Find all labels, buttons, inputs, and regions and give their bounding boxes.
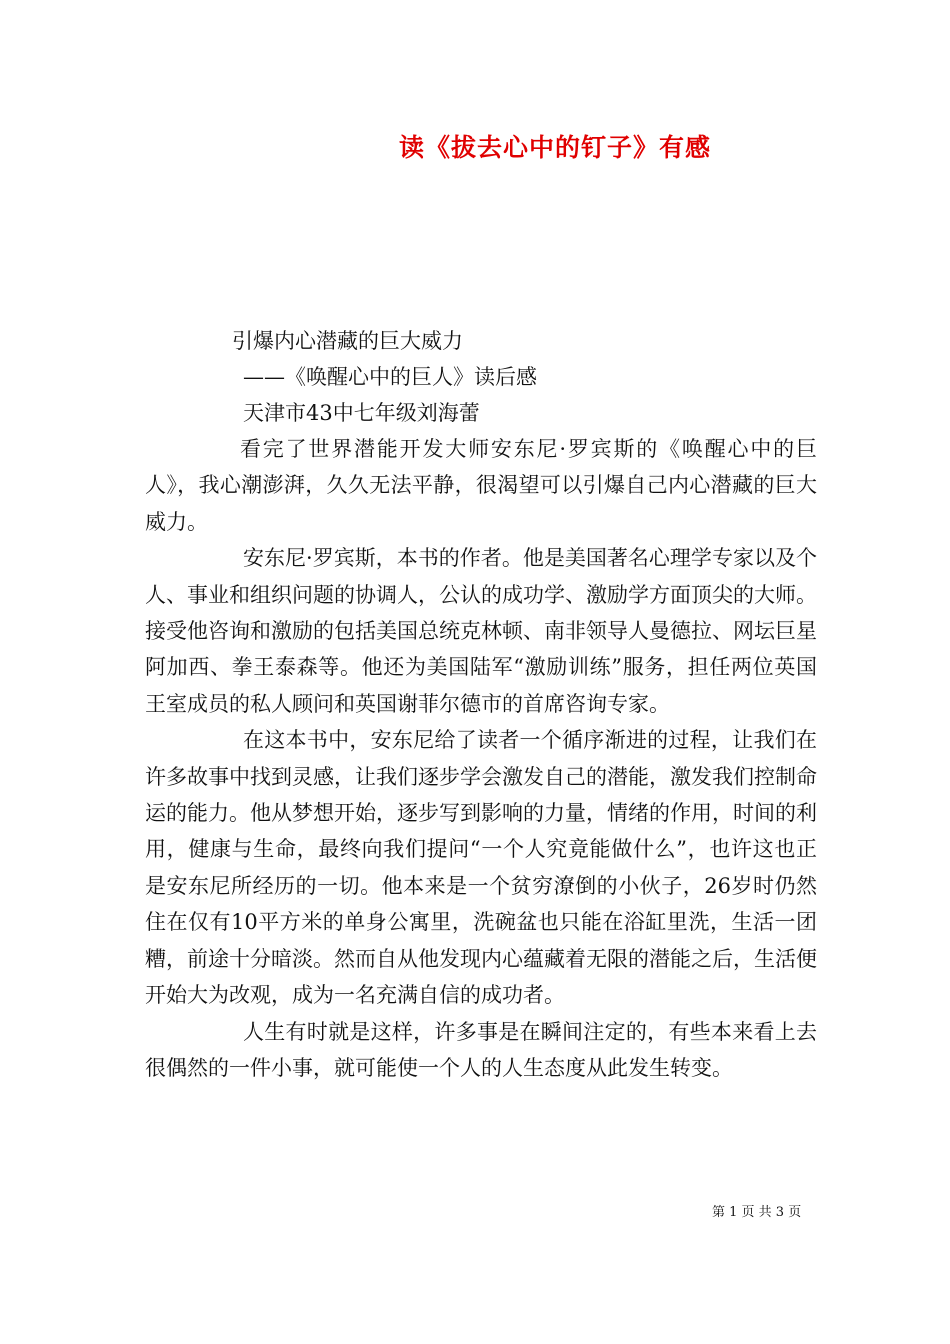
document-title: 读《拔去心中的钉子》有感 — [398, 133, 711, 162]
subtitle: 引爆内心潜藏的巨大威力 — [232, 329, 463, 353]
body-text — [145, 431, 817, 1086]
paragraph: 人生有时就是这样，许多事是在瞬间注定的，有些本来看上去很偶然的一件小事，就可能使一个人的人生态度从此发生转变。 — [145, 1019, 817, 1080]
paragraph: 在这本书中，安东尼给了读者一个循序渐进的过程，让我们在许多故事中找到灵感，让我们逐步学会激发自己的潜能，激发我们控制命运的能力。他从梦想开始，逐步写到影响的力量，情绪的作用，时间的利用，健康与生命，最终向我们提问“一个人究竟能做什么”，也许这也正是安东尼所经历的一切。他本来是一个贫穷潦倒的小伙子，26岁时仍然住在仅有10平方米的单身公寓里，洗碗盆也只能在浴缸里洗，生活一团糟，前途十分暗淡。然而自从他发现内心蕴藏着无限的潜能之后，生活便开始大为改观，成为一名充满自信的成功者。 — [145, 728, 817, 1008]
page-number: 第 1 页 共 3 页 — [712, 1205, 802, 1220]
paragraph: 安东尼·罗宾斯，本书的作者。他是美国著名心理学专家以及个人、事业和组织问题的协调人，公认的成功学、激励学方面顶尖的大师。接受他咨询和激励的包括美国总统克林顿、南非领导人曼德拉、网坛巨星阿加西、拳王泰森等。他还为美国陆军“激励训练”服务，担任两位英国王室成员的私人顾问和英国谢菲尔德市的首席咨询专家。 — [145, 546, 817, 716]
author-line: 天津市43中七年级刘海蕾 — [243, 401, 480, 425]
source-line: ——《唤醒心中的巨人》读后感 — [243, 365, 537, 389]
paragraph: 看完了世界潜能开发大师安东尼·罗宾斯的《唤醒心中的巨人》，我心潮澎湃，久久无法平静，很渴望可以引爆自己内心潜藏的巨大威力。 — [145, 437, 817, 534]
